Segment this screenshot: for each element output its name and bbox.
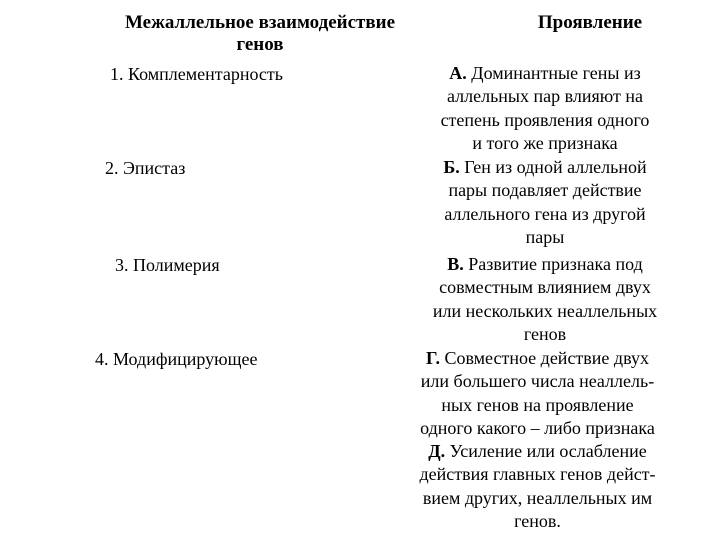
description-a-line-1: Доминантные гены из	[471, 63, 641, 83]
letter-g: Г.	[426, 348, 440, 368]
description-a-line-2: аллельных пар влияют на	[447, 86, 643, 107]
description-b-line-1: Ген из одной аллельной	[464, 157, 647, 177]
description-g-line-2: или большего числа неаллель-	[420, 371, 655, 392]
description-d-line-3: вием других, неаллельных им	[422, 487, 653, 508]
description-b-line-3: аллельного гена из другой	[444, 203, 646, 224]
description-v-line-2: совместным влиянием двух	[439, 277, 651, 298]
description-g-line-3: ных генов на проявление	[441, 394, 634, 415]
description-d-line-4: генов.	[514, 511, 561, 532]
letter-b: Б.	[443, 157, 460, 177]
description-v	[400, 253, 690, 347]
header-interaction-type: Межаллельное взаимодействие генов	[124, 12, 396, 55]
letter-v: В.	[447, 254, 464, 274]
letter-d: Д.	[428, 441, 446, 461]
description-a-line-3: степень проявления одного	[440, 109, 650, 130]
term-polymery: 3. Полимерия	[115, 255, 220, 275]
letter-a: А.	[449, 63, 467, 83]
description-d-line-2: действия главных генов дейст-	[419, 464, 656, 485]
description-d	[385, 440, 690, 534]
description-g-line-4: одного какого – либо признака	[420, 418, 655, 439]
description-b-line-2: пары подавляет действие	[448, 180, 642, 201]
description-b-line-4: пары	[525, 227, 565, 248]
description-a-line-4: и того же признака	[472, 133, 618, 154]
description-v-line-4: генов	[523, 324, 567, 345]
term-complementarity: 1. Комплементарность	[110, 64, 283, 84]
header-manifestation: Проявление	[537, 12, 643, 33]
description-v-line-1: Развитие признака под	[468, 254, 643, 274]
description-g	[385, 347, 690, 441]
description-b	[405, 156, 685, 250]
description-a	[405, 62, 685, 156]
term-modifying: 4. Модифицирующее	[95, 349, 258, 369]
term-epistasis: 2. Эпистаз	[105, 158, 186, 178]
description-d-line-1: Усиление или ослабление	[449, 441, 647, 461]
description-g-line-1: Совместное действие двух	[444, 348, 649, 368]
description-v-line-3: или нескольких неаллельных	[432, 300, 658, 321]
